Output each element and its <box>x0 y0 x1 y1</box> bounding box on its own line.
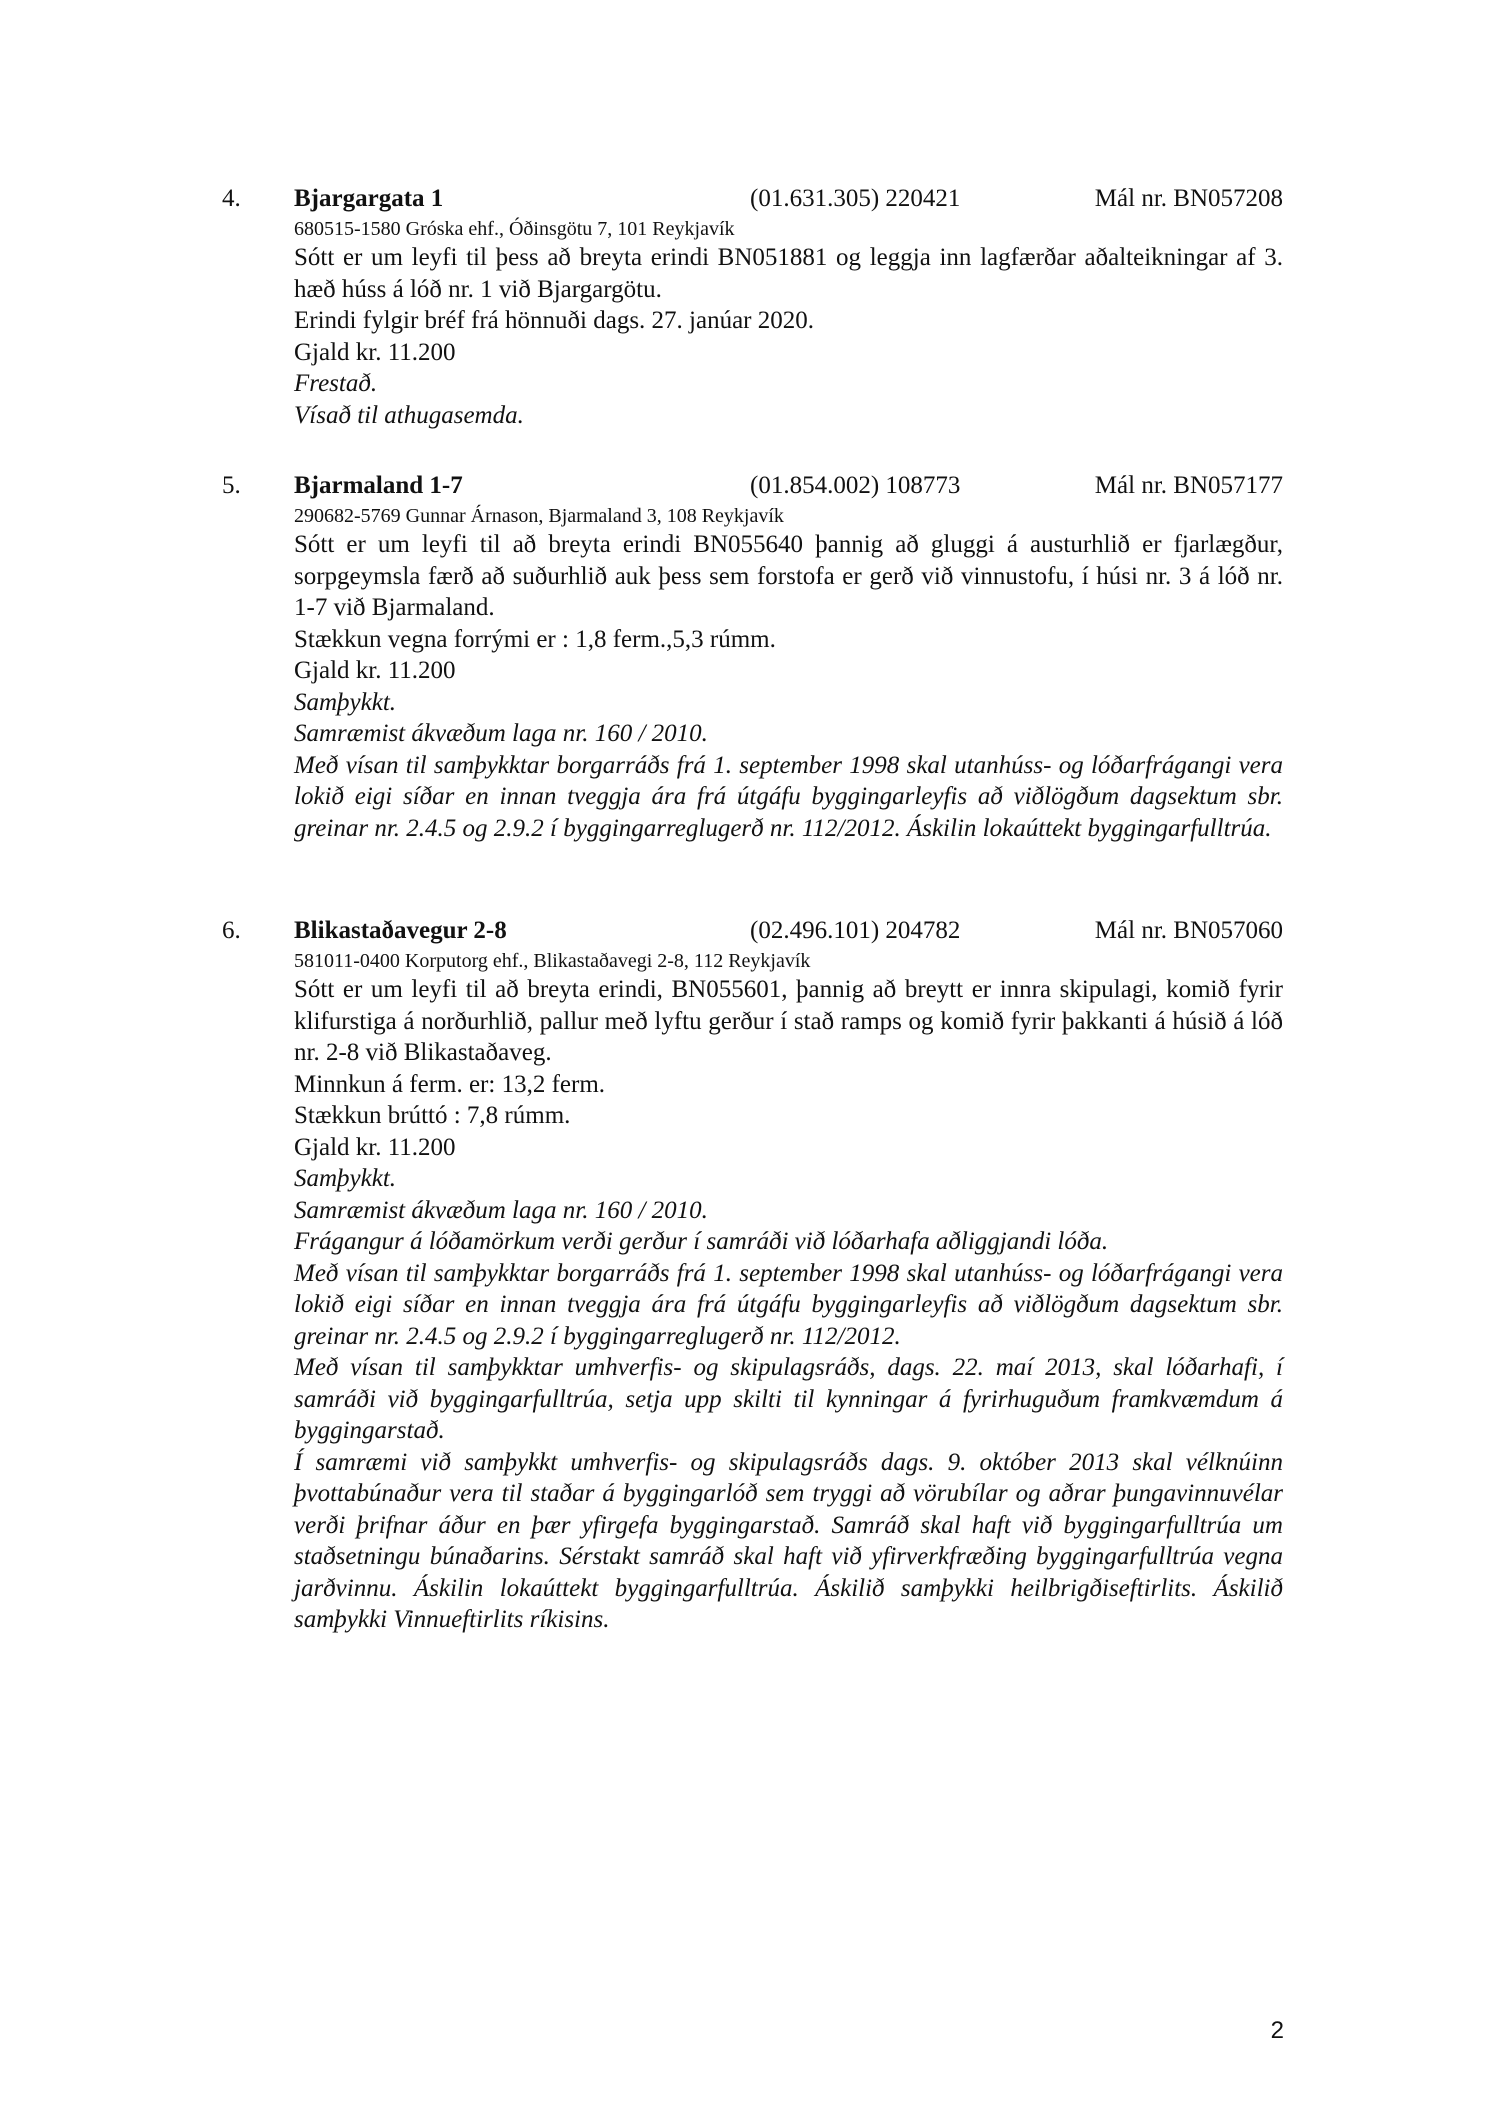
property-reference: (02.496.101) 204782 <box>750 917 961 944</box>
case-decision: Frágangur á lóðamörkum verði gerður í samráði við lóðarhafa aðliggjandi lóða. <box>294 1228 1109 1255</box>
case-item-6 <box>222 914 1283 1636</box>
case-decision: Með vísan til samþykktar umhverfis- og skipulagsráðs, dags. 22. maí 2013, skal lóðarhafi, í samráði við byggingarfulltrúa, setja upp skilti til kynningar á fyrirhuguðum framkvæmdum á byggingarstað. <box>294 1354 1283 1444</box>
case-header <box>222 469 1283 503</box>
case-fee: Gjald kr. 11.200 <box>294 1133 456 1161</box>
case-header <box>222 914 1283 948</box>
case-header <box>222 182 1283 216</box>
case-number: 4. <box>222 185 241 212</box>
case-decision: Samræmist ákvæðum laga nr. 160 / 2010. <box>294 720 708 747</box>
case-paragraph: Stækkun vegna forrými er : 1,8 ferm.,5,3 rúmm. <box>294 625 776 653</box>
case-paragraph: Sótt er um leyfi til að breyta erindi BN055640 þannig að gluggi á austurhlið er fjarlægður, sorpgeymsla færð að suðurhlið auk þess sem forstofa er gerð við vinnustofu, í húsi nr. 3 á lóð nr. 1-7 við Bjarmaland. <box>294 531 1283 621</box>
property-reference: (01.854.002) 108773 <box>750 472 961 499</box>
case-number: 5. <box>222 472 241 499</box>
case-paragraph: Sótt er um leyfi til þess að breyta erindi BN051881 og leggja inn lagfærðar aðalteikningar af 3. hæð húss á lóð nr. 1 við Bjargargötu. <box>294 244 1283 303</box>
applicant: 290682-5769 Gunnar Árnason, Bjarmaland 3, 108 Reykjavík <box>294 505 784 527</box>
case-address: Bjargargata 1 <box>294 185 444 212</box>
case-paragraph: Stækkun brúttó : 7,8 rúmm. <box>294 1102 571 1129</box>
case-body <box>294 974 1283 1636</box>
case-address: Bjarmaland 1-7 <box>294 472 463 499</box>
case-body <box>294 529 1283 844</box>
case-decision: Samræmist ákvæðum laga nr. 160 / 2010. <box>294 1196 708 1224</box>
case-paragraph: Minnkun á ferm. er: 13,2 ferm. <box>294 1070 606 1098</box>
case-decision: Samþykkt. <box>294 688 397 716</box>
case-decision: Vísað til athugasemda. <box>294 401 524 429</box>
case-paragraph: Erindi fylgir bréf frá hönnuði dags. 27. janúar 2020. <box>294 307 815 334</box>
case-id: Mál nr. BN057208 <box>1094 185 1283 212</box>
property-reference: (01.631.305) 220421 <box>750 185 961 212</box>
case-paragraph: Sótt er um leyfi til að breyta erindi, BN055601, þannig að breytt er innra skipulagi, komið fyrir klifurstiga á norðurhlið, pallur með lyftu gerður í stað ramps og komið fyrir þakkanti á húsið á lóð nr. 2-8 við Blikastaðaveg. <box>294 976 1283 1066</box>
case-decision: Samþykkt. <box>294 1165 397 1192</box>
case-item-4 <box>222 182 1283 431</box>
case-address: Blikastaðavegur 2-8 <box>294 917 507 944</box>
case-decision: Með vísan til samþykktar borgarráðs frá 1. september 1998 skal utanhúss- og lóðarfrágangi vera lokið eigi síðar en innan tveggja ára frá útgáfu byggingarleyfis að viðlögðum dagsektum sbr. greinar nr. 2.4.5 og 2.9.2 í byggingarreglugerð nr. 112/2012. Áskilin lokaúttekt byggingarfulltrúa. <box>294 751 1283 842</box>
case-fee: Gjald kr. 11.200 <box>294 657 456 684</box>
case-fee: Gjald kr. 11.200 <box>294 338 456 366</box>
case-body <box>294 242 1283 431</box>
case-decision: Frestað. <box>294 370 378 397</box>
case-item-5 <box>222 469 1283 844</box>
case-id: Mál nr. BN057177 <box>1094 472 1283 499</box>
applicant: 680515-1580 Gróska ehf., Óðinsgötu 7, 101 Reykjavík <box>294 218 735 240</box>
case-decision: Í samræmi við samþykkt umhverfis- og skipulagsráðs dags. 9. október 2013 skal vélknúinn þvottabúnaður vera til staðar á byggingarlóð sem tryggi að vörubílar og aðrar þungavinnuvélar verði þrifnar áður en þær yfirgefa byggingarstað. Samráð skal haft við byggingarfulltrúa um staðsetningu búnaðarins. Sérstakt samráð skal haft við yfirverkfræðing byggingarfulltrúa vegna jarðvinnu. Áskilin lokaúttekt byggingarfulltrúa. Áskilið samþykki heilbrigðiseftirlits. Áskilið samþykki Vinnueftirlits ríkisins. <box>294 1448 1283 1633</box>
case-number: 6. <box>222 917 241 944</box>
page-number: 2 <box>1270 2017 1284 2044</box>
case-decision: Með vísan til samþykktar borgarráðs frá 1. september 1998 skal utanhúss- og lóðarfrágangi vera lokið eigi síðar en innan tveggja ára frá útgáfu byggingarleyfis að viðlögðum dagsektum sbr. greinar nr. 2.4.5 og 2.9.2 í byggingarreglugerð nr. 112/2012. <box>294 1259 1283 1350</box>
applicant: 581011-0400 Korputorg ehf., Blikastaðavegi 2-8, 112 Reykjavík <box>294 950 811 972</box>
case-id: Mál nr. BN057060 <box>1094 917 1283 944</box>
